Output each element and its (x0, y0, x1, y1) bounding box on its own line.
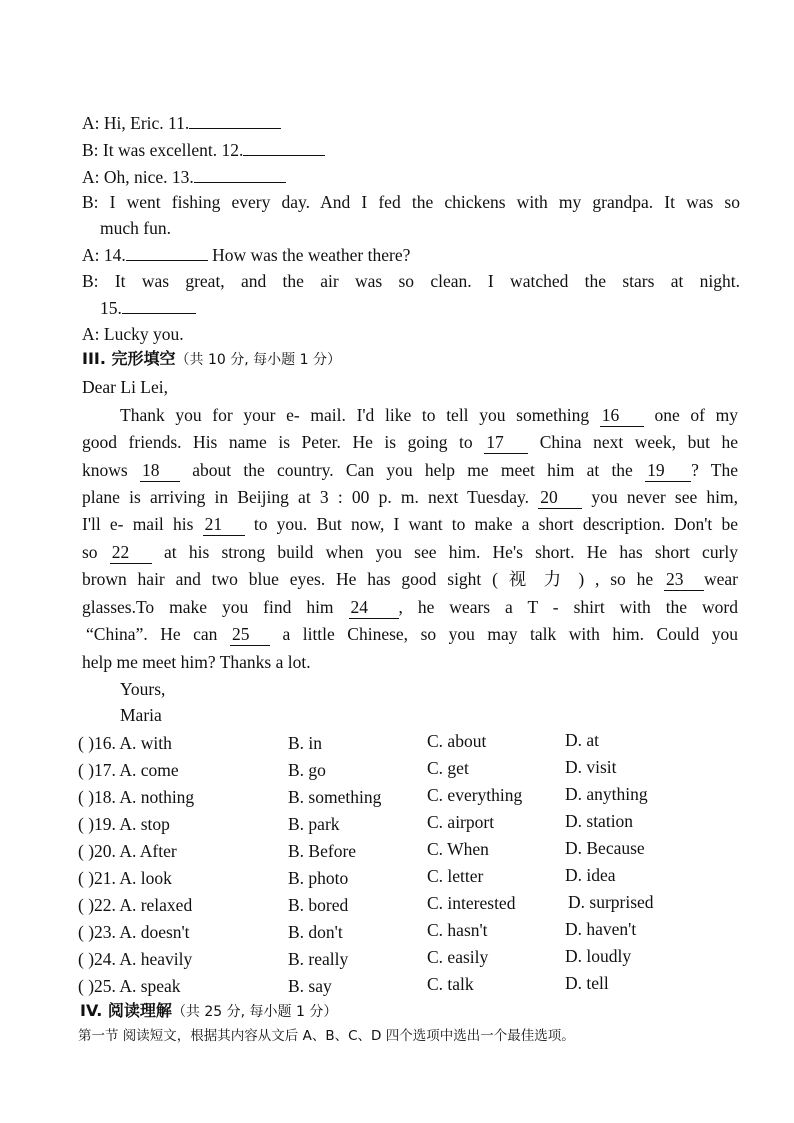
option-d[interactable]: D. at (565, 730, 600, 750)
question-stem[interactable]: ( )20. A. After (78, 841, 177, 861)
letter-line-2: good friends. His name is Peter. He is going to 17 China next week, but he (82, 432, 739, 452)
option-d[interactable]: D. station (565, 811, 634, 831)
option-d[interactable]: D. surprised (568, 892, 654, 912)
option-d[interactable]: D. Because (565, 838, 645, 858)
section-4-instruction: 第一节 阅读短文，根据其内容从文后 A、B、C、D 四个选项中选出一个最佳选项。 (78, 1028, 575, 1044)
option-b[interactable]: B. really (288, 949, 349, 969)
cloze-blank-25[interactable]: 25 (230, 623, 270, 646)
option-d[interactable]: D. haven't (565, 919, 637, 939)
option-c[interactable]: C. hasn't (427, 920, 488, 940)
question-stem[interactable]: ( )21. A. look (78, 868, 172, 888)
option-c[interactable]: C. talk (427, 974, 474, 994)
letter-signature: Maria (120, 705, 162, 725)
option-b[interactable]: B. Before (288, 841, 357, 861)
cloze-blank-21[interactable]: 21 (203, 513, 245, 536)
question-stem[interactable]: ( )23. A. doesn't (78, 922, 190, 942)
letter-line-6: so 22 at his strong build when you see him. He's short. He has short curly (82, 542, 739, 562)
answer-blank-11[interactable] (189, 112, 281, 129)
option-c[interactable]: C. about (427, 731, 487, 751)
question-stem[interactable]: ( )18. A. nothing (78, 787, 195, 807)
dialogue-line-b-fishing: B: I went fishing every day. And I fed the chickens with my grandpa. It was so (82, 192, 740, 212)
dialogue-line-b-weather: B: It was great, and the air was so clean. I watched the stars at night. (82, 271, 740, 291)
option-b[interactable]: B. photo (288, 868, 349, 888)
dialogue-line-b-fishing-cont: much fun. (100, 218, 171, 238)
section-4-heading: IV. 阅读理解（共 25 分, 每小题 1 分） (80, 1001, 338, 1020)
question-stem[interactable]: ( )16. A. with (78, 733, 172, 753)
dialogue-line-12: B: It was excellent. 12. (82, 139, 325, 161)
cloze-blank-19[interactable]: 19 (645, 459, 691, 482)
cloze-blank-16[interactable]: 16 (600, 404, 644, 427)
option-b[interactable]: B. go (288, 760, 326, 780)
question-stem[interactable]: ( )17. A. come (78, 760, 179, 780)
dialogue-line-14: A: 14. How was the weather there? (82, 245, 411, 265)
option-d[interactable]: D. tell (565, 973, 609, 993)
cloze-blank-20[interactable]: 20 (538, 486, 582, 509)
question-stem[interactable]: ( )24. A. heavily (78, 949, 193, 969)
answer-blank-12[interactable] (243, 139, 325, 156)
dialogue-line-15: 15. (100, 297, 196, 319)
option-b[interactable]: B. bored (288, 895, 349, 915)
letter-closing: Yours, (120, 679, 166, 699)
letter-line-1: Thank you for your e- mail. I'd like to tell you something 16 one of my (120, 405, 739, 425)
letter-line-10: help me meet him? Thanks a lot. (82, 652, 311, 672)
dialogue-line-11: A: Hi, Eric. 11. (82, 112, 281, 134)
option-c[interactable]: C. interested (427, 893, 516, 913)
dialogue-line-lucky: A: Lucky you. (82, 324, 184, 344)
option-d[interactable]: D. visit (565, 757, 617, 777)
option-c[interactable]: C. airport (427, 812, 495, 832)
cloze-blank-17[interactable]: 17 (484, 431, 528, 454)
option-d[interactable]: D. loudly (565, 946, 632, 966)
answer-blank-13[interactable] (194, 166, 286, 183)
cloze-blank-22[interactable]: 22 (110, 541, 152, 564)
option-b[interactable]: B. in (288, 733, 323, 753)
option-d[interactable]: D. idea (565, 865, 616, 885)
option-c[interactable]: C. When (427, 839, 489, 859)
letter-line-3: knows 18 about the country. Can you help me meet him at the 19 ? The (82, 460, 738, 480)
option-b[interactable]: B. say (288, 976, 332, 996)
letter-line-5: I'll e- mail his 21 to you. But now, I want to make a short description. Don't be (82, 514, 739, 534)
option-c[interactable]: C. everything (427, 785, 523, 805)
letter-line-9: “China”. He can 25 a little Chinese, so you may talk with him. Could you (86, 624, 739, 644)
answer-blank-15[interactable] (122, 297, 196, 314)
cloze-blank-23[interactable]: 23 (664, 568, 704, 591)
cloze-blank-24[interactable]: 24 (349, 596, 399, 619)
letter-greeting: Dear Li Lei, (82, 377, 168, 397)
question-stem[interactable]: ( )19. A. stop (78, 814, 170, 834)
letter-line-4: plane is arriving in Beijing at 3 : 00 p. m. next Tuesday. 20 you never see him, (82, 487, 739, 507)
section-3-heading: III. 完形填空（共 10 分, 每小题 1 分） (82, 349, 341, 368)
letter-line-7: brown hair and two blue eyes. He has good sight ( 视 力 ) , so he 23 wear (82, 569, 739, 589)
dialogue-line-13: A: Oh, nice. 13. (82, 166, 286, 188)
option-d[interactable]: D. anything (565, 784, 648, 804)
option-c[interactable]: C. easily (427, 947, 489, 967)
cloze-blank-18[interactable]: 18 (140, 459, 180, 482)
question-stem[interactable]: ( )22. A. relaxed (78, 895, 193, 915)
option-c[interactable]: C. get (427, 758, 469, 778)
answer-blank-14[interactable] (126, 244, 208, 261)
option-b[interactable]: B. something (288, 787, 382, 807)
question-stem[interactable]: ( )25. A. speak (78, 976, 181, 996)
option-c[interactable]: C. letter (427, 866, 484, 886)
option-b[interactable]: B. park (288, 814, 340, 834)
option-b[interactable]: B. don't (288, 922, 343, 942)
letter-line-8: glasses.To make you find him 24 , he wears a T - shirt with the word (82, 597, 738, 617)
